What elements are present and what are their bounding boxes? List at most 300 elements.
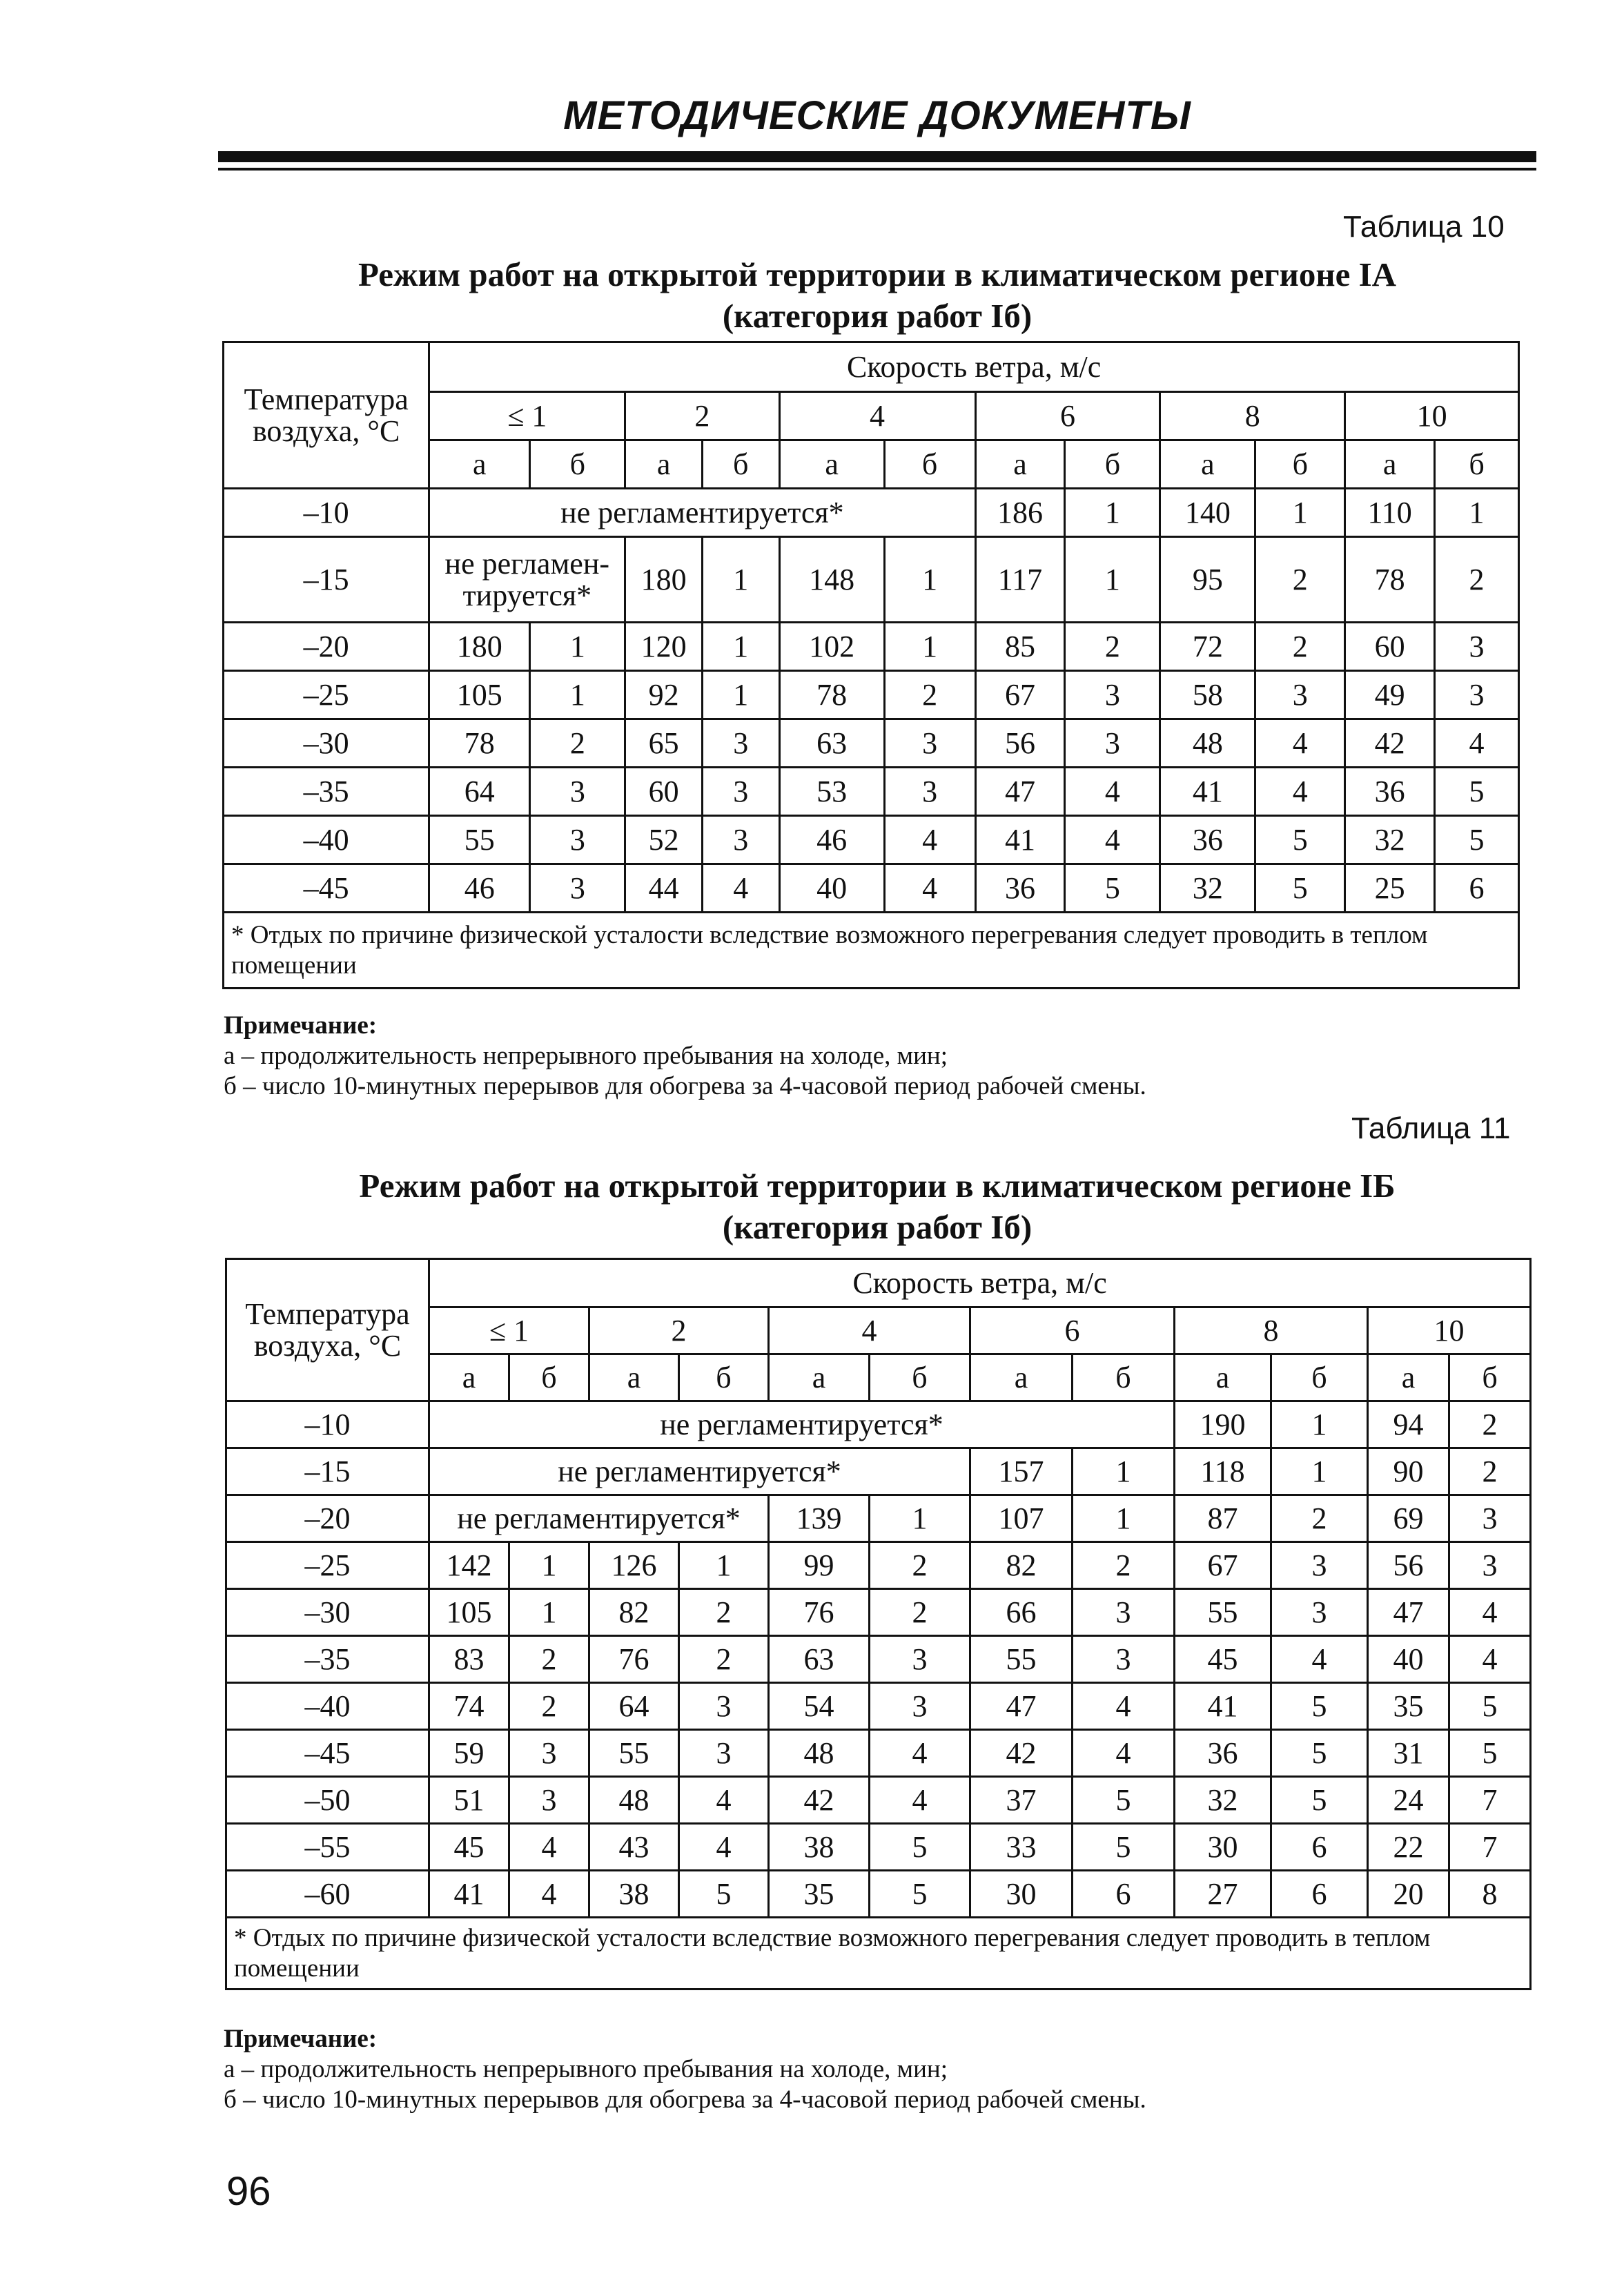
table-10-cell: 4 xyxy=(1435,719,1519,768)
table-10-cell: 5 xyxy=(1065,864,1160,913)
table-11-cell: 76 xyxy=(589,1636,679,1683)
table-11-cell: 48 xyxy=(769,1730,870,1777)
table-11-subheader: а xyxy=(769,1354,870,1401)
table-11-cell: 69 xyxy=(1368,1495,1449,1542)
table-11-cell: 56 xyxy=(1368,1542,1449,1589)
table-11-cell: 7 xyxy=(1449,1777,1531,1824)
table-row xyxy=(226,1730,1531,1777)
table-11-cell: 47 xyxy=(970,1683,1073,1730)
table-10-cell: 25 xyxy=(1345,864,1435,913)
table-11-cell: 1 xyxy=(509,1542,589,1589)
table-11-cell: 74 xyxy=(429,1683,509,1730)
table-10-cell: 3 xyxy=(884,719,975,768)
table-11-cell: 48 xyxy=(589,1777,679,1824)
table-11-cell: 5 xyxy=(1271,1683,1368,1730)
table-11-cell: 6 xyxy=(1073,1871,1175,1918)
table-10-label: Таблица 10 xyxy=(1343,210,1505,244)
table-11-cell: 157 xyxy=(970,1448,1073,1495)
header-rule-thick xyxy=(218,151,1536,162)
table-11-cell: 3 xyxy=(870,1683,970,1730)
table-11-cell: 22 xyxy=(1368,1824,1449,1871)
table-11-cell: 33 xyxy=(970,1824,1073,1871)
table-10-footnote: * Отдых по причине физической усталости вследствие возможного перегревания следует проводить в теплом помещении xyxy=(224,913,1519,989)
table-10-cell: 3 xyxy=(1065,671,1160,719)
table-11-temp-cell: –45 xyxy=(226,1730,429,1777)
table-11-title-line1: Режим работ на открытой территории в климатическом регионе IБ xyxy=(359,1167,1396,1205)
table-10-cell: 58 xyxy=(1160,671,1255,719)
table-11-cell: 38 xyxy=(589,1871,679,1918)
table-10-cell: 4 xyxy=(884,816,975,864)
table-11-cell: 67 xyxy=(1175,1542,1271,1589)
table-10-cell: 3 xyxy=(702,768,779,816)
table-11-cell: 5 xyxy=(1449,1730,1531,1777)
table-11-subheader: б xyxy=(870,1354,970,1401)
table-11-cell: 82 xyxy=(589,1589,679,1636)
table-10-subheader: а xyxy=(1345,440,1435,489)
table-11-temp-cell: –40 xyxy=(226,1683,429,1730)
table-10-cell: 1 xyxy=(702,537,779,623)
table-10-cell: 1 xyxy=(702,671,779,719)
table-11-cell: 4 xyxy=(509,1824,589,1871)
table-11-speed: 6 xyxy=(970,1307,1175,1354)
table-11-cell: 3 xyxy=(1271,1542,1368,1589)
table-11-cell: 3 xyxy=(509,1730,589,1777)
table-10-cell: 3 xyxy=(1435,623,1519,671)
table-10-cell: 180 xyxy=(429,623,530,671)
table-11-title-line2: (категория работ Iб) xyxy=(722,1208,1033,1246)
table-10-cell: 3 xyxy=(702,719,779,768)
table-11-subheader: б xyxy=(1073,1354,1175,1401)
table-10-subheader: б xyxy=(884,440,975,489)
table-11-cell: 4 xyxy=(679,1824,769,1871)
table-10-cell: 55 xyxy=(429,816,530,864)
table-10-cell: 47 xyxy=(975,768,1065,816)
table-11-cell: 2 xyxy=(1073,1542,1175,1589)
table-10-cell: 95 xyxy=(1160,537,1255,623)
table-10-cell: 4 xyxy=(1255,719,1345,768)
table-row xyxy=(226,1448,1531,1495)
table-10-subheader: а xyxy=(625,440,703,489)
table-11-cell: 5 xyxy=(870,1824,970,1871)
table-11-cell: 1 xyxy=(679,1542,769,1589)
table-11-note xyxy=(224,2024,1146,2115)
table-10-cell: 2 xyxy=(530,719,625,768)
table-11-label: Таблица 11 xyxy=(1351,1111,1511,1145)
table-10-cell: 102 xyxy=(779,623,884,671)
table-11-speed: ≤ 1 xyxy=(429,1307,589,1354)
table-11-cell: 6 xyxy=(1271,1871,1368,1918)
table-10-cell: 2 xyxy=(1255,623,1345,671)
table-10-cell: 32 xyxy=(1345,816,1435,864)
table-11-cell: 1 xyxy=(1073,1495,1175,1542)
table-10-cell: 78 xyxy=(1345,537,1435,623)
table-row xyxy=(226,1542,1531,1589)
table-11-cell: 2 xyxy=(1449,1401,1531,1448)
table-11-subheader: а xyxy=(1368,1354,1449,1401)
table-10-cell: 56 xyxy=(975,719,1065,768)
table-10-cell: 52 xyxy=(625,816,703,864)
table-11-cell: 4 xyxy=(1271,1636,1368,1683)
table-11-cell: 35 xyxy=(769,1871,870,1918)
table-11-cell: 139 xyxy=(769,1495,870,1542)
table-10-cell: 65 xyxy=(625,719,703,768)
table-11-cell: 107 xyxy=(970,1495,1073,1542)
table-11-temp-cell: –20 xyxy=(226,1495,429,1542)
table-11-cell: 3 xyxy=(870,1636,970,1683)
table-11-cell: 37 xyxy=(970,1777,1073,1824)
table-10-cell: 60 xyxy=(625,768,703,816)
table-10-cell: 6 xyxy=(1435,864,1519,913)
table-10-cell: 46 xyxy=(779,816,884,864)
table-10-cell: 4 xyxy=(1255,768,1345,816)
table-11-footnote: * Отдых по причине физической усталости вследствие возможного перегревания следует проводить в теплом помещении xyxy=(226,1918,1531,1989)
table-10-subheader: а xyxy=(1160,440,1255,489)
table-10-cell: 53 xyxy=(779,768,884,816)
table-11-cell: 1 xyxy=(1271,1401,1368,1448)
running-header: МЕТОДИЧЕСКИЕ ДОКУМЕНТЫ xyxy=(563,93,1191,138)
table-11-cell: 41 xyxy=(1175,1683,1271,1730)
table-11-not-regulated: не регламентируется* xyxy=(429,1495,769,1542)
table-10-cell: 3 xyxy=(1065,719,1160,768)
table-11-cell: 105 xyxy=(429,1589,509,1636)
table-10-not-regulated: не регламентируется* xyxy=(429,489,975,537)
table-10-cell: 48 xyxy=(1160,719,1255,768)
table-10-cell: 2 xyxy=(1255,537,1345,623)
table-11-cell: 99 xyxy=(769,1542,870,1589)
table-10-cell: 110 xyxy=(1345,489,1435,537)
table-10-temp-cell: –40 xyxy=(224,816,429,864)
table-10-cell: 1 xyxy=(530,623,625,671)
table-11-cell: 3 xyxy=(1449,1542,1531,1589)
table-11-cell: 4 xyxy=(509,1871,589,1918)
table-11-cell: 5 xyxy=(870,1871,970,1918)
table-10-temp-cell: –30 xyxy=(224,719,429,768)
table-10-subheader: б xyxy=(702,440,779,489)
table-10-header-wind: Скорость ветра, м/с xyxy=(429,342,1519,392)
table-10-header-temperature: Температура воздуха, °C xyxy=(224,342,429,489)
table-11-cell: 20 xyxy=(1368,1871,1449,1918)
table-11-title xyxy=(218,1165,1536,1248)
table-row xyxy=(226,1636,1531,1683)
table-11-cell: 35 xyxy=(1368,1683,1449,1730)
table-10-cell: 105 xyxy=(429,671,530,719)
table-10-cell: 60 xyxy=(1345,623,1435,671)
table-10-title xyxy=(218,254,1536,337)
table-11-cell: 3 xyxy=(1073,1589,1175,1636)
table-row xyxy=(224,864,1519,913)
table-11-not-regulated: не регламентируется* xyxy=(429,1448,970,1495)
table-10-speed: 6 xyxy=(975,392,1160,440)
table-11-cell: 82 xyxy=(970,1542,1073,1589)
table-11-cell: 2 xyxy=(1271,1495,1368,1542)
table-10-cell: 4 xyxy=(702,864,779,913)
table-11-cell: 4 xyxy=(1449,1589,1531,1636)
table-10-cell: 120 xyxy=(625,623,703,671)
table-11-subheader: б xyxy=(509,1354,589,1401)
table-10-temp-cell: –25 xyxy=(224,671,429,719)
table-10-cell: 148 xyxy=(779,537,884,623)
table-10-cell: 41 xyxy=(1160,768,1255,816)
table-10-cell: 4 xyxy=(1065,816,1160,864)
table-11-cell: 1 xyxy=(870,1495,970,1542)
table-11-subheader: б xyxy=(1449,1354,1531,1401)
table-11-cell: 2 xyxy=(870,1589,970,1636)
table-11-temp-cell: –15 xyxy=(226,1448,429,1495)
table-10-cell: 2 xyxy=(884,671,975,719)
table-10-subheader: б xyxy=(1065,440,1160,489)
header-rule-thin xyxy=(218,168,1536,171)
table-11-cell: 59 xyxy=(429,1730,509,1777)
table-10-cell: 41 xyxy=(975,816,1065,864)
table-11-cell: 190 xyxy=(1175,1401,1271,1448)
table-11-cell: 3 xyxy=(1449,1495,1531,1542)
table-11-cell: 7 xyxy=(1449,1824,1531,1871)
table-10-cell: 32 xyxy=(1160,864,1255,913)
table-11-cell: 45 xyxy=(1175,1636,1271,1683)
table-11-cell: 5 xyxy=(1073,1824,1175,1871)
table-10-subheader: б xyxy=(530,440,625,489)
table-row xyxy=(224,768,1519,816)
table-11-cell: 2 xyxy=(509,1636,589,1683)
table-11-cell: 42 xyxy=(769,1777,870,1824)
table-10-cell: 85 xyxy=(975,623,1065,671)
table-10-subheader: а xyxy=(429,440,530,489)
table-11-cell: 66 xyxy=(970,1589,1073,1636)
table-10-temp-cell: –15 xyxy=(224,537,429,623)
table-10-cell: 36 xyxy=(975,864,1065,913)
table-row xyxy=(226,1871,1531,1918)
table-11-cell: 36 xyxy=(1175,1730,1271,1777)
table-10-cell: 3 xyxy=(530,768,625,816)
table-11-cell: 3 xyxy=(509,1777,589,1824)
table-row xyxy=(224,537,1519,623)
table-11-cell: 118 xyxy=(1175,1448,1271,1495)
table-11-cell: 30 xyxy=(1175,1824,1271,1871)
table-11-cell: 94 xyxy=(1368,1401,1449,1448)
table-11-not-regulated: не регламентируется* xyxy=(429,1401,1175,1448)
table-11-cell: 5 xyxy=(1271,1730,1368,1777)
table-row xyxy=(224,489,1519,537)
note-line-b: б – число 10-минутных перерывов для обогрева за 4-часовой период рабочей смены. xyxy=(224,1072,1146,1100)
table-11-header-temperature: Температура воздуха, °C xyxy=(226,1259,429,1401)
table-10-cell: 72 xyxy=(1160,623,1255,671)
note-heading: Примечание: xyxy=(224,2025,378,2053)
table-10-note xyxy=(224,1011,1146,1102)
table-10-speed: 4 xyxy=(779,392,975,440)
table-11-cell: 42 xyxy=(970,1730,1073,1777)
table-10-subheader: б xyxy=(1255,440,1345,489)
note-heading: Примечание: xyxy=(224,1011,378,1040)
note-line-a: а – продолжительность непрерывного пребывания на холоде, мин; xyxy=(224,2055,948,2083)
table-row xyxy=(224,816,1519,864)
table-11-cell: 27 xyxy=(1175,1871,1271,1918)
table-10-cell: 1 xyxy=(1065,489,1160,537)
table-11-cell: 4 xyxy=(679,1777,769,1824)
table-11-cell: 24 xyxy=(1368,1777,1449,1824)
table-11-temp-cell: –30 xyxy=(226,1589,429,1636)
table-11-subheader: б xyxy=(1271,1354,1368,1401)
table-11-cell: 4 xyxy=(1073,1730,1175,1777)
table-11-cell: 40 xyxy=(1368,1636,1449,1683)
table-11-speed: 8 xyxy=(1175,1307,1368,1354)
table-10-cell: 5 xyxy=(1435,768,1519,816)
table-10-cell: 64 xyxy=(429,768,530,816)
table-11-cell: 55 xyxy=(1175,1589,1271,1636)
table-10-cell: 1 xyxy=(1255,489,1345,537)
table-10-cell: 3 xyxy=(1255,671,1345,719)
table-11-cell: 3 xyxy=(1271,1589,1368,1636)
table-10-cell: 3 xyxy=(530,816,625,864)
table-10-speed: 2 xyxy=(625,392,779,440)
table-11-cell: 6 xyxy=(1271,1824,1368,1871)
table-11-cell: 2 xyxy=(679,1636,769,1683)
table-10-cell: 3 xyxy=(530,864,625,913)
table-row xyxy=(226,1401,1531,1448)
table-10-cell: 1 xyxy=(1435,489,1519,537)
table-10-cell: 42 xyxy=(1345,719,1435,768)
table-10-cell: 2 xyxy=(1065,623,1160,671)
table-10-cell: 1 xyxy=(884,537,975,623)
table-10-cell: 67 xyxy=(975,671,1065,719)
table-11-cell: 2 xyxy=(1449,1448,1531,1495)
table-10-temp-cell: –45 xyxy=(224,864,429,913)
table-11-speed: 2 xyxy=(589,1307,769,1354)
table-11-header-wind: Скорость ветра, м/с xyxy=(429,1259,1531,1307)
table-10-speed: 10 xyxy=(1345,392,1519,440)
table-10-cell: 49 xyxy=(1345,671,1435,719)
table-11-speed: 4 xyxy=(769,1307,970,1354)
table-11-cell: 4 xyxy=(870,1777,970,1824)
table-10-cell: 5 xyxy=(1255,816,1345,864)
table-10-subheader: б xyxy=(1435,440,1519,489)
table-11-subheader: а xyxy=(1175,1354,1271,1401)
table-11-temp-cell: –55 xyxy=(226,1824,429,1871)
table-10-cell: 46 xyxy=(429,864,530,913)
table-11-cell: 64 xyxy=(589,1683,679,1730)
table-11-temp-cell: –10 xyxy=(226,1401,429,1448)
table-10-cell: 3 xyxy=(1435,671,1519,719)
table-10-cell: 44 xyxy=(625,864,703,913)
table-10-cell: 1 xyxy=(702,623,779,671)
table-10-cell: 36 xyxy=(1345,768,1435,816)
table-11-cell: 142 xyxy=(429,1542,509,1589)
table-10-cell: 5 xyxy=(1435,816,1519,864)
table-11-cell: 76 xyxy=(769,1589,870,1636)
table-11-cell: 90 xyxy=(1368,1448,1449,1495)
table-10-subheader: а xyxy=(779,440,884,489)
table-11-cell: 45 xyxy=(429,1824,509,1871)
table-10-cell: 3 xyxy=(702,816,779,864)
table-10-cell: 40 xyxy=(779,864,884,913)
table-10-cell: 4 xyxy=(884,864,975,913)
table-row xyxy=(224,719,1519,768)
table-10-not-regulated: не регламен-тируется* xyxy=(429,537,625,623)
table-11-cell: 4 xyxy=(870,1730,970,1777)
table-11-cell: 87 xyxy=(1175,1495,1271,1542)
table-11-cell: 83 xyxy=(429,1636,509,1683)
table-11-cell: 5 xyxy=(1073,1777,1175,1824)
table-10-temp-cell: –35 xyxy=(224,768,429,816)
table-10-cell: 1 xyxy=(884,623,975,671)
table-row xyxy=(226,1495,1531,1542)
table-10-title-line1: Режим работ на открытой территории в климатическом регионе IА xyxy=(358,255,1397,293)
table-10-subheader: а xyxy=(975,440,1065,489)
table-10-cell: 4 xyxy=(1065,768,1160,816)
table-10-cell: 5 xyxy=(1255,864,1345,913)
table-11-cell: 30 xyxy=(970,1871,1073,1918)
table-11-cell: 4 xyxy=(1073,1683,1175,1730)
table-11-cell: 55 xyxy=(970,1636,1073,1683)
table-row xyxy=(226,1777,1531,1824)
note-line-b: б – число 10-минутных перерывов для обогрева за 4-часовой период рабочей смены. xyxy=(224,2085,1146,2114)
table-11-cell: 2 xyxy=(509,1683,589,1730)
table-row xyxy=(224,671,1519,719)
table-11-cell: 5 xyxy=(679,1871,769,1918)
table-11-speed: 10 xyxy=(1368,1307,1531,1354)
table-10-temp-cell: –10 xyxy=(224,489,429,537)
table-11-cell: 43 xyxy=(589,1824,679,1871)
table-10-speed: ≤ 1 xyxy=(429,392,625,440)
table-10-cell: 36 xyxy=(1160,816,1255,864)
table-11-cell: 4 xyxy=(1449,1636,1531,1683)
note-line-a: а – продолжительность непрерывного пребывания на холоде, мин; xyxy=(224,1042,948,1070)
table-10-cell: 117 xyxy=(975,537,1065,623)
table-10-cell: 2 xyxy=(1435,537,1519,623)
table-11-cell: 1 xyxy=(1073,1448,1175,1495)
table-11-cell: 51 xyxy=(429,1777,509,1824)
table-row xyxy=(226,1589,1531,1636)
table-11-cell: 8 xyxy=(1449,1871,1531,1918)
table-11-cell: 55 xyxy=(589,1730,679,1777)
table-11-cell: 1 xyxy=(1271,1448,1368,1495)
table-11 xyxy=(225,1258,1532,1990)
table-11-temp-cell: –50 xyxy=(226,1777,429,1824)
table-10-temp-cell: –20 xyxy=(224,623,429,671)
table-11-cell: 32 xyxy=(1175,1777,1271,1824)
table-11-subheader: а xyxy=(589,1354,679,1401)
table-11-cell: 126 xyxy=(589,1542,679,1589)
table-11-cell: 47 xyxy=(1368,1589,1449,1636)
table-10-cell: 140 xyxy=(1160,489,1255,537)
table-11-subheader: б xyxy=(679,1354,769,1401)
table-10-cell: 180 xyxy=(625,537,703,623)
table-10-title-line2: (категория работ Iб) xyxy=(722,297,1033,335)
table-11-cell: 3 xyxy=(679,1730,769,1777)
table-10-speed: 8 xyxy=(1160,392,1345,440)
page-number: 96 xyxy=(226,2169,271,2214)
table-11-cell: 54 xyxy=(769,1683,870,1730)
table-11-temp-cell: –35 xyxy=(226,1636,429,1683)
table-11-cell: 63 xyxy=(769,1636,870,1683)
table-10 xyxy=(222,341,1520,989)
table-10-cell: 78 xyxy=(779,671,884,719)
table-row xyxy=(226,1683,1531,1730)
table-11-cell: 38 xyxy=(769,1824,870,1871)
table-11-cell: 2 xyxy=(870,1542,970,1589)
table-11-cell: 31 xyxy=(1368,1730,1449,1777)
table-10-cell: 1 xyxy=(530,671,625,719)
table-11-temp-cell: –25 xyxy=(226,1542,429,1589)
table-11-temp-cell: –60 xyxy=(226,1871,429,1918)
table-11-cell: 3 xyxy=(679,1683,769,1730)
table-11-subheader: а xyxy=(429,1354,509,1401)
table-11-cell: 41 xyxy=(429,1871,509,1918)
table-11-cell: 2 xyxy=(679,1589,769,1636)
table-row xyxy=(226,1824,1531,1871)
table-11-subheader: а xyxy=(970,1354,1073,1401)
table-11-cell: 3 xyxy=(1073,1636,1175,1683)
table-10-cell: 186 xyxy=(975,489,1065,537)
